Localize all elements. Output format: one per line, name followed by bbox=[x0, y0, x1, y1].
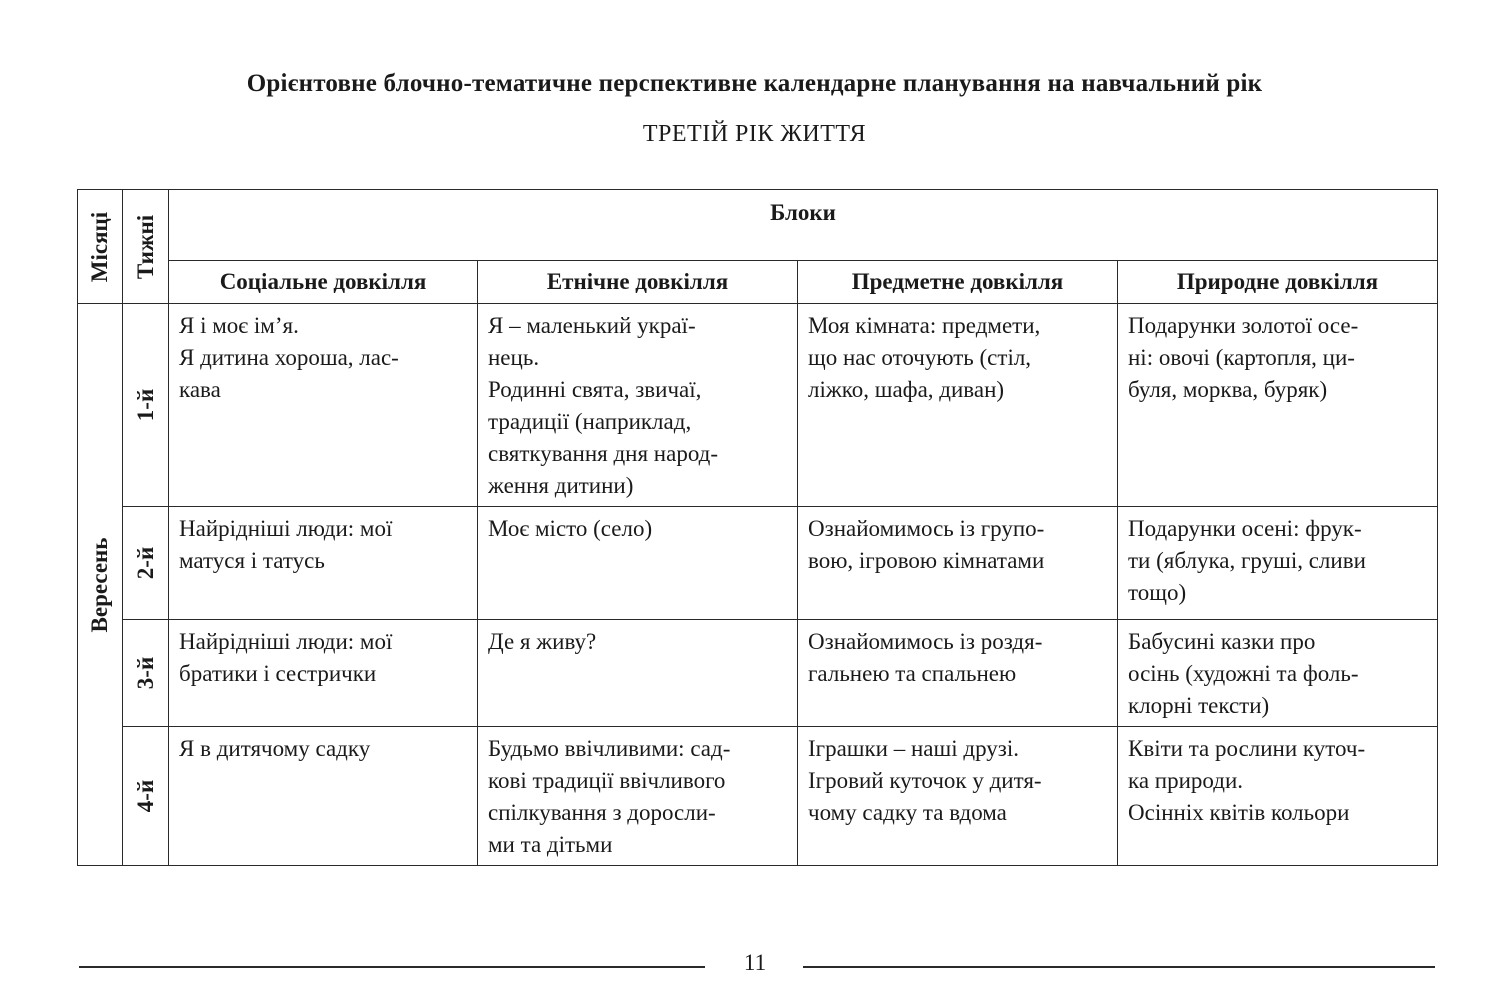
column-header-social: Соціальне довкілля bbox=[169, 261, 478, 304]
topic-cell-social bbox=[169, 620, 478, 727]
topic-cell-ethnic bbox=[478, 304, 798, 507]
month-cell bbox=[78, 304, 123, 866]
cell-text-line: ка природи. bbox=[1128, 768, 1243, 793]
topic-cell-ethnic bbox=[478, 507, 798, 620]
cell-text-line: клорні тексти) bbox=[1128, 693, 1270, 718]
cell-text-line: Найрідніші люди: мої bbox=[179, 516, 393, 541]
cell-text-line: осінь (художні та фоль- bbox=[1128, 661, 1359, 686]
topic-cell-subject bbox=[798, 507, 1118, 620]
planning-table bbox=[77, 189, 1438, 866]
cell-text-line: Подарунки золотої осе- bbox=[1128, 313, 1359, 338]
month-label: Вересень bbox=[87, 537, 112, 632]
week-header-cell bbox=[123, 190, 169, 304]
cell-text-line: Де я живу? bbox=[488, 629, 597, 654]
cell-text-line: тощо) bbox=[1128, 580, 1187, 605]
topic-cell-subject bbox=[798, 727, 1118, 866]
cell-text-line: Ігровий куточок у дитя- bbox=[808, 768, 1042, 793]
topic-cell-subject bbox=[798, 620, 1118, 727]
cell-text-line: ження дитини) bbox=[488, 473, 634, 498]
cell-text-line: святкування дня народ- bbox=[488, 441, 719, 466]
cell-text-line: Ознайомимось із групо- bbox=[808, 516, 1045, 541]
week-label: 1-й bbox=[132, 388, 158, 422]
month-header: Місяці bbox=[87, 211, 112, 282]
page-subtitle: ТРЕТІЙ РІК ЖИТТЯ bbox=[642, 121, 867, 147]
cell-text-line: гальнею та спальнею bbox=[808, 661, 1017, 686]
cell-text-line: Найрідніші люди: мої bbox=[179, 629, 393, 654]
week-label: 2-й bbox=[132, 546, 158, 580]
cell-text-line: Я дитина хороша, лас- bbox=[179, 345, 399, 370]
week-cell bbox=[123, 727, 169, 866]
topic-cell-social bbox=[169, 507, 478, 620]
cell-text-line: ліжко, шафа, диван) bbox=[808, 377, 1005, 402]
cell-text-line: Бабусині казки про bbox=[1128, 629, 1316, 654]
topic-cell-nature bbox=[1118, 727, 1438, 866]
cell-text-line: Моя кімната: предмети, bbox=[808, 313, 1041, 338]
cell-text-line: що нас оточують (стіл, bbox=[808, 345, 1032, 370]
cell-text-line: ти (яблука, груші, сливи bbox=[1128, 548, 1366, 573]
cell-text-line: Я і моє ім’я. bbox=[179, 313, 299, 338]
footer-rule-right bbox=[803, 966, 1435, 968]
column-header-nature: Природне довкілля bbox=[1118, 261, 1438, 304]
table-row bbox=[78, 507, 1438, 620]
cell-text-line: Моє місто (село) bbox=[488, 516, 653, 541]
cell-text-line: матуся і татусь bbox=[179, 548, 325, 573]
topic-cell-nature bbox=[1118, 507, 1438, 620]
cell-text-line: вою, ігровою кімнатами bbox=[808, 548, 1045, 573]
topic-cell-nature bbox=[1118, 304, 1438, 507]
week-cell bbox=[123, 507, 169, 620]
cell-text-line: кава bbox=[179, 377, 221, 402]
topic-cell-social bbox=[169, 727, 478, 866]
cell-text-line: Ознайомимось із роздя- bbox=[808, 629, 1043, 654]
column-header-subject: Предметне довкілля bbox=[798, 261, 1118, 304]
cell-text-line: Осінніх квітів кольори bbox=[1128, 800, 1350, 825]
month-header-cell bbox=[78, 190, 123, 304]
topic-cell-ethnic bbox=[478, 620, 798, 727]
cell-text-line: спілкування з доросли- bbox=[488, 800, 716, 825]
page-title: Орієнтовне блочно-тематичне перспективне календарне планування на навчальний рік bbox=[246, 70, 1263, 97]
cell-text-line: ми та дітьми bbox=[488, 832, 613, 857]
cell-text-line: Будьмо ввічливими: сад- bbox=[488, 736, 731, 761]
cell-text-line: кові традиції ввічливого bbox=[488, 768, 726, 793]
table-row bbox=[78, 620, 1438, 727]
cell-text-line: Я в дитячому садку bbox=[179, 736, 371, 761]
cell-text-line: Я – маленький украї- bbox=[488, 313, 696, 338]
cell-text-line: традиції (наприклад, bbox=[488, 409, 692, 434]
cell-text-line: братики і сестрички bbox=[179, 661, 377, 686]
week-cell bbox=[123, 620, 169, 727]
cell-text-line: Іграшки – наші друзі. bbox=[808, 736, 1019, 761]
column-header-ethnic: Етнічне довкілля bbox=[478, 261, 798, 304]
cell-text-line: Квіти та рослини куточ- bbox=[1128, 736, 1366, 761]
week-header: Тижні bbox=[132, 214, 158, 279]
week-label: 4-й bbox=[132, 779, 158, 813]
table-row bbox=[78, 727, 1438, 866]
cell-text-line: Подарунки осені: фрук- bbox=[1128, 516, 1362, 541]
week-label: 3-й bbox=[132, 656, 158, 690]
table-row bbox=[78, 304, 1438, 507]
page-number: 11 bbox=[743, 950, 767, 975]
week-cell bbox=[123, 304, 169, 507]
topic-cell-social bbox=[169, 304, 478, 507]
topic-cell-ethnic bbox=[478, 727, 798, 866]
footer-rule-left bbox=[79, 966, 705, 968]
cell-text-line: ні: овочі (картопля, ци- bbox=[1128, 345, 1355, 370]
cell-text-line: нець. bbox=[488, 345, 540, 370]
cell-text-line: буля, морква, буряк) bbox=[1128, 377, 1328, 402]
topic-cell-nature bbox=[1118, 620, 1438, 727]
cell-text-line: чому садку та вдома bbox=[808, 800, 1007, 825]
cell-text-line: Родинні свята, звичаї, bbox=[488, 377, 702, 402]
topic-cell-subject bbox=[798, 304, 1118, 507]
blocks-header: Блоки bbox=[169, 190, 1438, 261]
